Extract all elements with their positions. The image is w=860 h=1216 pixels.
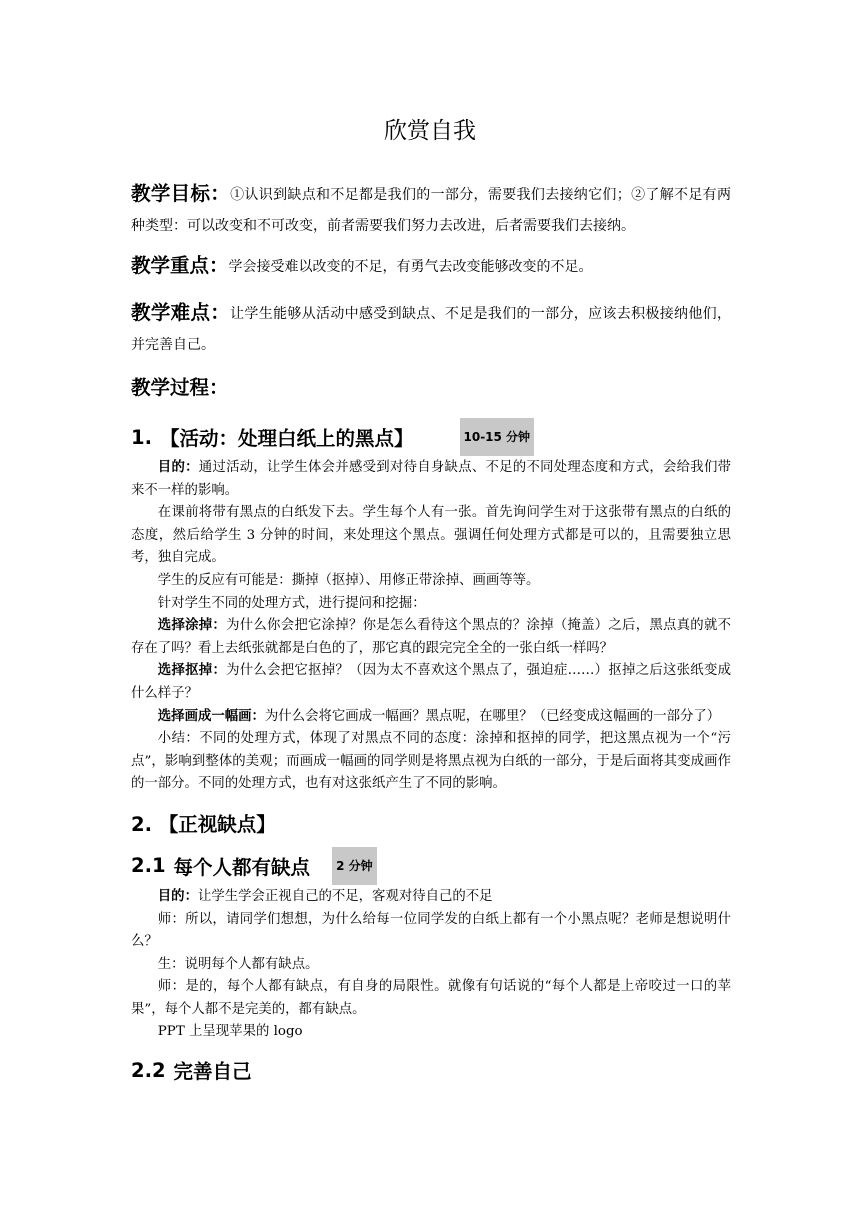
section-2-2-heading xyxy=(131,1050,731,1090)
section-1-para-1: 在课前将带有黑点的白纸发下去。学生每个人有一张。首先询问学生对于这张带有黑点的白纸的态度，然后给学生 3 分钟的时间，来处理这个黑点。强调任何处理方式都是可以的，且需要独立思考，独自完成。 xyxy=(131,505,731,566)
section-2-1-purpose: 目的：让学生学会正视自己的不足，客观对待自己的不足 xyxy=(157,888,493,904)
teaching-goals-text: ①认识到缺点和不足都是我们的一部分，需要我们去接纳它们；②了解不足有两种类型：可以改变和不可改变，前者需要我们努力去改进，后者需要我们去接纳。 xyxy=(131,187,731,234)
difficulties xyxy=(131,297,731,361)
purpose-label: 目的： xyxy=(157,460,199,475)
question-erase: 选择涂掉：为什么你会把它涂掉？你是怎么看待这个黑点的？涂掉（掩盖）之后，黑点真的就不存在了吗？看上去纸张就都是白色的了，那它真的跟完完全全的一张白纸一样吗？ xyxy=(131,618,732,656)
document-body xyxy=(131,178,731,1090)
difficulties-label: 教学难点： xyxy=(131,301,231,324)
key-points xyxy=(131,250,731,283)
section-1-summary: 小结：不同的处理方式，体现了对黑点不同的态度：涂掉和抠掉的同学，把这黑点视为一个“污点”，影响到整体的美观；而画成一幅画的同学则是将黑点视为白纸的一部分，于是后面将其变成画作的一部分。不同的处理方式，也有对这张纸产生了不同的影响。 xyxy=(131,731,731,792)
process-heading: 教学过程： xyxy=(131,376,229,399)
question-draw: 选择画成一幅画：为什么会将它画成一幅画？黑点呢，在哪里？（已经变成这幅画的一部分了） xyxy=(157,708,721,724)
section-2-heading: 2. 【正视缺点】 xyxy=(131,812,276,836)
section-2-2-number: 2.2 xyxy=(131,1058,166,1082)
section-2-1-para-2: 生：说明每个人都有缺点。 xyxy=(157,956,319,972)
section-2-1-heading xyxy=(131,846,731,886)
section-2-1-para-1: 师：所以，请同学们想想，为什么给每一位同学发的白纸上都有一个小黑点呢？老师是想说明什么？ xyxy=(131,911,731,950)
section-1-duration-badge: 10-15 分钟 xyxy=(460,418,535,456)
section-2-1-para-4: PPT 上呈现苹果的 logo xyxy=(157,1024,303,1040)
section-1-number: 1. xyxy=(131,425,152,449)
section-1-heading xyxy=(131,417,731,457)
teaching-goals-label: 教学目标： xyxy=(131,182,231,205)
section-1-para-2: 学生的反应有可能是：撕掉（抠掉）、用修正带涂掉、画画等等。 xyxy=(157,572,540,588)
teaching-goals xyxy=(131,178,731,242)
section-2-2-title: 完善自己 xyxy=(173,1060,252,1084)
section-1-para-3: 针对学生不同的处理方式，进行提问和挖掘： xyxy=(157,595,426,611)
section-1-title: 【活动：处理白纸上的黑点】 xyxy=(159,427,414,450)
section-2-1-number: 2.1 xyxy=(131,854,166,878)
difficulties-text: 让学生能够从活动中感受到缺点、不足是我们的一部分，应该去积极接纳他们，并完善自己。 xyxy=(131,306,731,353)
document-title: 欣赏自我 xyxy=(384,118,476,144)
section-1-purpose: 目的：通过活动，让学生体会并感受到对待自身缺点、不足的不同处理态度和方式，会给我们带来不一样的影响。 xyxy=(131,460,732,498)
question-cut-out: 选择抠掉：为什么会把它抠掉？（因为太不喜欢这个黑点了，强迫症……）抠掉之后这张纸变成什么样子？ xyxy=(131,663,732,701)
key-points-text: 学会接受难以改变的不足，有勇气去改变能够改变的不足。 xyxy=(228,259,593,275)
section-2-1-para-3: 师：是的，每个人都有缺点，有自身的局限性。就像有句话说的“每个人都是上帝咬过一口的苹果”，每个人都不是完美的，都有缺点。 xyxy=(131,979,731,1017)
key-points-label: 教学重点： xyxy=(131,254,229,277)
section-2-1-title: 每个人都有缺点 xyxy=(173,855,311,879)
section-2-1-duration-badge: 2 分钟 xyxy=(332,847,377,885)
